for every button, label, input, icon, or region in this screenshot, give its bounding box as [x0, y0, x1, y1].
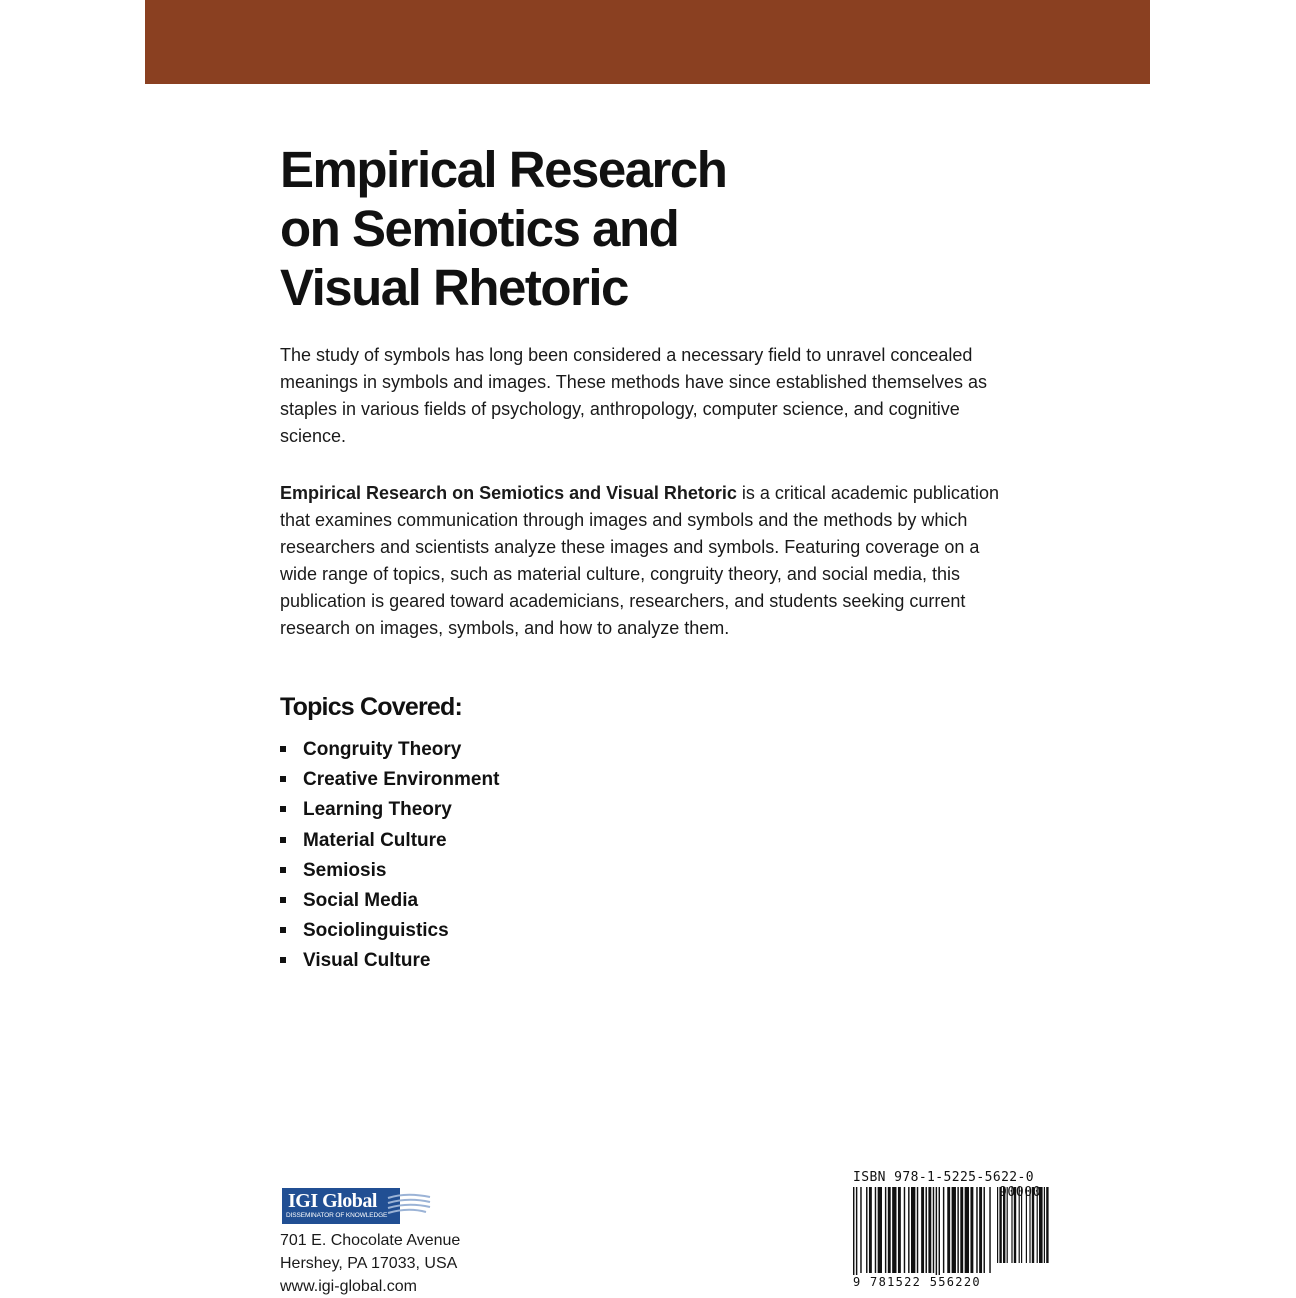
square-bullet-icon: [280, 776, 286, 782]
barcode-bar: [856, 1187, 857, 1283]
title-line: Empirical Research: [280, 141, 727, 198]
square-bullet-icon: [280, 806, 286, 812]
topic-item: [280, 946, 499, 976]
square-bullet-icon: [280, 837, 286, 843]
barcode-bar: [853, 1187, 854, 1283]
topic-label: Visual Culture: [303, 950, 431, 972]
barcode-bar: [904, 1187, 905, 1273]
barcode-bar: [878, 1187, 882, 1273]
topic-item: [280, 795, 499, 825]
barcode-digits: 9 781522 556220: [853, 1275, 981, 1289]
barcode-bar: [960, 1187, 963, 1273]
title-line: Visual Rhetoric: [280, 259, 628, 316]
barcode-bar: [888, 1187, 891, 1273]
topic-label: Semiosis: [303, 859, 387, 881]
logo-swoosh-icon: [386, 1192, 432, 1216]
topics-list: [280, 735, 499, 977]
square-bullet-icon: [280, 867, 286, 873]
logo-name: IGI Global: [288, 1190, 377, 1212]
barcode-addon-number: 90000: [999, 1185, 1042, 1200]
topic-label: Creative Environment: [303, 769, 500, 791]
intro-paragraph: The study of symbols has long been considered a necessary field to unravel concealed meanings in symbols and images. These methods have since established themselves as staples in various fields of psychology, anthropology, computer science, and cognitive science.: [280, 345, 988, 446]
barcode-bar: [917, 1187, 918, 1273]
topic-label: Social Media: [303, 889, 419, 911]
topic-item: [280, 856, 499, 886]
barcode-bar: [957, 1187, 958, 1273]
description-text: is a critical academic publication that examines communication through images and symbols and the methods by which researchers and scientists analyze these images and symbols. Featuring coverage on a wide range of topics, such as material culture, congruity theory, and social media, this publication is geared toward academicians, researchers, and students seeking current research on images, symbols, and how to analyze them.: [280, 483, 999, 638]
barcode-bar: [947, 1187, 950, 1273]
logo-box: [282, 1188, 400, 1224]
topics-heading: Topics Covered:: [280, 693, 463, 721]
barcode-bar: [933, 1187, 934, 1273]
barcode-bar: [979, 1187, 982, 1273]
barcode-bar: [898, 1187, 901, 1273]
barcode-bar: [1046, 1187, 1048, 1263]
isbn-barcode: [851, 1170, 1061, 1296]
topic-label: Congruity Theory: [303, 739, 462, 760]
barcode-bar: [892, 1187, 896, 1273]
square-bullet-icon: [280, 927, 286, 933]
topic-item: [280, 765, 499, 795]
barcode-bar: [939, 1187, 940, 1283]
barcode-bar: [885, 1187, 886, 1273]
barcode-bar: [965, 1187, 969, 1273]
barcode-bar: [866, 1187, 867, 1273]
barcode-addon-bars: [997, 1187, 1057, 1283]
barcode-bar: [869, 1187, 872, 1273]
publisher-address: [280, 1229, 460, 1298]
barcode-bar: [976, 1187, 977, 1273]
logo-tagline: DISSEMINATOR OF KNOWLEDGE: [286, 1212, 388, 1219]
address-line: 701 E. Chocolate Avenue: [280, 1232, 461, 1249]
barcode-bar: [911, 1187, 915, 1273]
barcode-bar: [970, 1187, 973, 1273]
barcode-bar: [936, 1187, 937, 1283]
topic-label: Sociolinguistics: [303, 920, 449, 942]
barcode-bar: [875, 1187, 876, 1273]
igi-global-logo: [282, 1188, 432, 1224]
book-title: [280, 140, 980, 317]
title-line: on Semiotics and: [280, 200, 679, 257]
barcode-bar: [1044, 1187, 1045, 1263]
topic-label: Learning Theory: [303, 799, 452, 821]
topic-item: [280, 826, 499, 856]
top-color-band: [145, 0, 1150, 84]
barcode-bar: [984, 1187, 985, 1273]
address-line: Hershey, PA 17033, USA: [280, 1255, 458, 1272]
barcode-bar: [989, 1187, 990, 1273]
barcode-bar: [952, 1187, 956, 1273]
barcode-bar: [943, 1187, 944, 1273]
barcode-bar: [908, 1187, 909, 1273]
topic-item: [280, 735, 499, 765]
square-bullet-icon: [280, 897, 286, 903]
isbn-label: ISBN 978-1-5225-5622-0: [853, 1170, 1034, 1185]
barcode-main-bars: [853, 1187, 993, 1283]
barcode-bar: [928, 1187, 931, 1273]
description-paragraph: [280, 480, 1020, 642]
description-bold-title: Empirical Research on Semiotics and Visual Rhetoric: [280, 483, 737, 503]
barcode-bar: [921, 1187, 924, 1273]
square-bullet-icon: [280, 957, 286, 963]
topic-label: Material Culture: [303, 829, 447, 851]
barcode-bar: [926, 1187, 927, 1273]
topic-item: [280, 886, 499, 916]
publisher-website: www.igi-global.com: [280, 1278, 417, 1295]
barcode-bar: [860, 1187, 861, 1273]
topic-item: [280, 916, 499, 946]
book-back-cover: [145, 0, 1150, 1296]
square-bullet-icon: [280, 746, 286, 752]
